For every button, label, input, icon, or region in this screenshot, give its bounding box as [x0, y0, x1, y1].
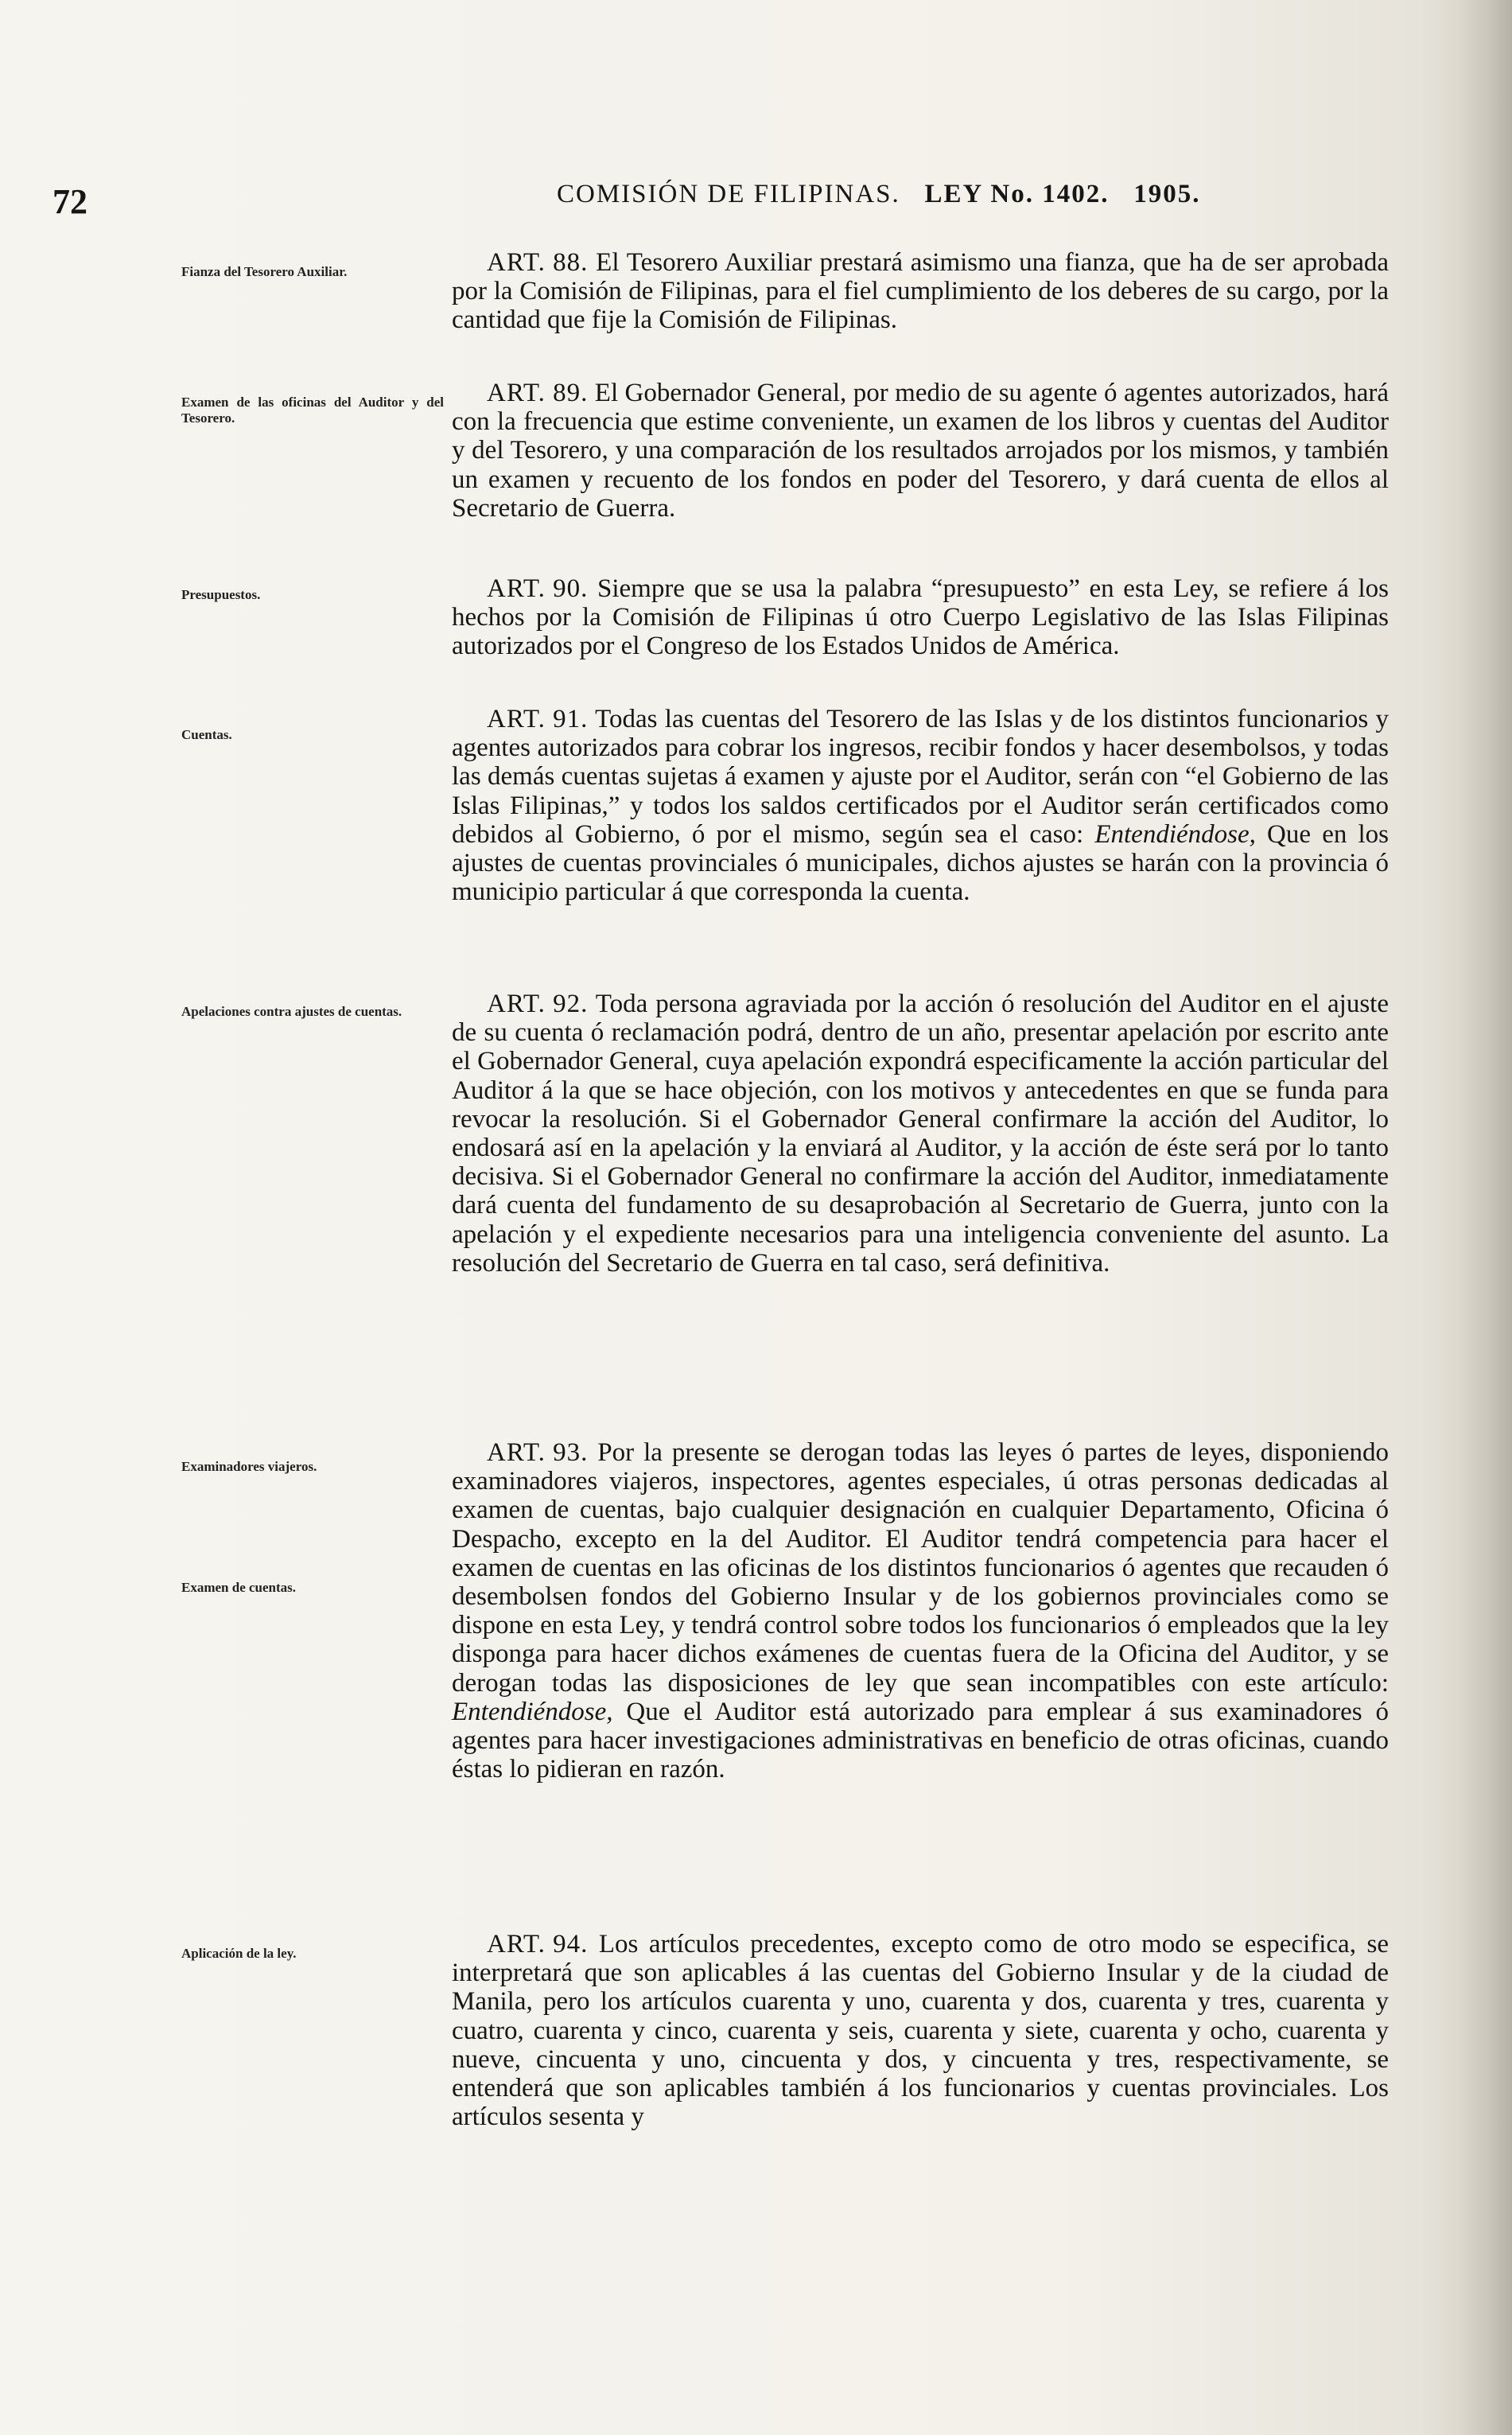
article-number: ART. 88.	[487, 248, 589, 277]
article-number: ART. 91.	[487, 705, 589, 733]
article-number: ART. 89.	[487, 379, 589, 407]
sidenote-examen-oficinas: Examen de las oficinas del Auditor y del Tesorero.	[181, 395, 444, 426]
article-text: El Tesorero Auxiliar prestará asimismo una fianza, que ha de ser aprobada por la Comisión de Filipinas, para el fiel cumplimiento de los deberes de su cargo, por la cantidad que fije la Comisión de Filipinas.	[452, 248, 1389, 335]
sidenote-cuentas: Cuentas.	[181, 727, 232, 742]
article-number: ART. 92.	[487, 990, 589, 1018]
law-year: 1905.	[1133, 180, 1201, 208]
article-emphasis: Entendiéndose,	[1094, 819, 1256, 849]
law-number: LEY No. 1402.	[924, 180, 1110, 208]
article-emphasis: Entendiéndose,	[452, 1697, 613, 1726]
article-92	[452, 990, 1389, 1278]
article-89	[452, 379, 1389, 523]
article-text: Toda persona agraviada por la acción ó resolución del Auditor en el ajuste de su cuenta ó reclamación podrá, dentro de un año, presentar apelación por escrito ante el Gobernador General, cuya apelación expondrá especificamente la acción particular del Auditor á la que se hace objeción, con los motivos y antecedentes en que se funda para revocar la resolución. Si el Gobernador General confirmare la acción del Auditor, lo endosará así en la apelación y la enviará al Auditor, y la acción de éste será por lo tanto decisiva. Si el Gobernador General no confirmare la acción del Auditor, inmediatamente dará cuenta del fundamento de su desaprobación al Secretario de Guerra, junto con la apelación y el expediente necesarios para una inteligencia conveniente del asunto. La resolución del Secretario de Guerra en tal caso, será definitiva.	[452, 990, 1389, 1278]
article-text: Que en los ajustes de cuentas provinciales ó municipales, dichos ajustes se harán con la provincia ó municipio particular á que corresponda la cuenta.	[452, 819, 1390, 907]
sidenote-apelaciones: Apelaciones contra ajustes de cuentas.	[181, 1004, 402, 1019]
article-91	[452, 705, 1389, 906]
article-text: El Gobernador General, por medio de su agente ó agentes autorizados, hará con la frecuencia que estime conveniente, un examen de los libros y cuentas del Auditor y del Tesorero, y una comparación de los resultados arrojados por los mismos, y también un examen y recuento de los fondos en poder del Tesorero, y dará cuenta de ellos al Secretario de Guerra.	[452, 379, 1389, 523]
article-90	[452, 574, 1389, 661]
article-text: Que el Auditor está autorizado para emplear á sus examinadores ó agentes para hacer investigaciones administrativas en beneficio de otras oficinas, cuando éstas lo pidieran en razón.	[452, 1697, 1389, 1784]
page-edge-shadow	[1456, 0, 1512, 2435]
running-head	[557, 181, 1352, 208]
article-text: Todas las cuentas del Tesorero de las Islas y de los distintos funcionarios y agentes autorizados para cobrar los ingresos, recibir fondos y hacer desembolsos, y todas las demás cuentas sujetas á examen y ajuste por el Auditor, serán con “el Gobierno de las Islas Filipinas,” y todos los saldos certificados por el Auditor serán certificados como debidos al Gobierno, ó por el mismo, según sea el caso:	[452, 705, 1390, 849]
article-93	[452, 1438, 1389, 1783]
article-94	[452, 1930, 1389, 2131]
sidenote-examinadores: Examinadores viajeros.	[181, 1459, 317, 1474]
sidenote-aplicacion: Aplicación de la ley.	[181, 1946, 297, 1961]
article-text: Siempre que se usa la palabra “presupuesto” en esta Ley, se refiere á los hechos por la Comisión de Filipinas ú otro Cuerpo Legislativo de las Islas Filipinas autorizados por el Congreso de los Estados Unidos de América.	[452, 574, 1390, 661]
page-number: 72	[52, 182, 87, 221]
article-number: ART. 94.	[487, 1930, 589, 1959]
article-text: Los artículos precedentes, excepto como de otro modo se especifica, se interpretará que son aplicables á las cuentas del Gobierno Insular y de la ciudad de Manila, pero los artículos cuarenta y uno, cuarenta y dos, cuarenta y tres, cuarenta y cuatro, cuarenta y cinco, cuarenta y seis, cuarenta y siete, cuarenta y ocho, cuarenta y nueve, cincuenta y uno, cincuenta y dos, y cincuenta y tres, respectivamente, se entenderá que son aplicables también á los funcionarios y cuentas provinciales. Los artículos sesenta y	[452, 1930, 1389, 2132]
article-number: ART. 90.	[487, 574, 589, 603]
article-text: Por la presente se derogan todas las leyes ó partes de leyes, disponiendo examinadores viajeros, inspectores, agentes especiales, ú otras personas dedicadas al examen de cuentas, bajo cualquier designación en cualquier Departamento, Oficina ó Despacho, excepto en la del Auditor. El Auditor tendrá competencia para hacer el examen de cuentas en las oficinas de los distintos funcionarios ó agentes que recauden ó desembolsen fondos del Gobierno Insular y de los gobiernos provinciales como se dispone en esta Ley, y tendrá control sobre todos los funcionarios ó empleados que la ley disponga para hacer dichos exámenes de cuentas fuera de la Oficina del Auditor, y se derogan todas las disposiciones de ley que sean incompatibles con este artículo:	[452, 1438, 1389, 1698]
article-number: ART. 93.	[487, 1438, 589, 1467]
sidenote-examen-cuentas: Examen de cuentas.	[181, 1580, 297, 1595]
journal-title: COMISIÓN DE FILIPINAS.	[557, 180, 900, 208]
sidenote-fianza: Fianza del Tesorero Auxiliar.	[181, 264, 348, 279]
article-88	[452, 248, 1389, 335]
sidenote-presupuestos: Presupuestos.	[181, 587, 261, 602]
